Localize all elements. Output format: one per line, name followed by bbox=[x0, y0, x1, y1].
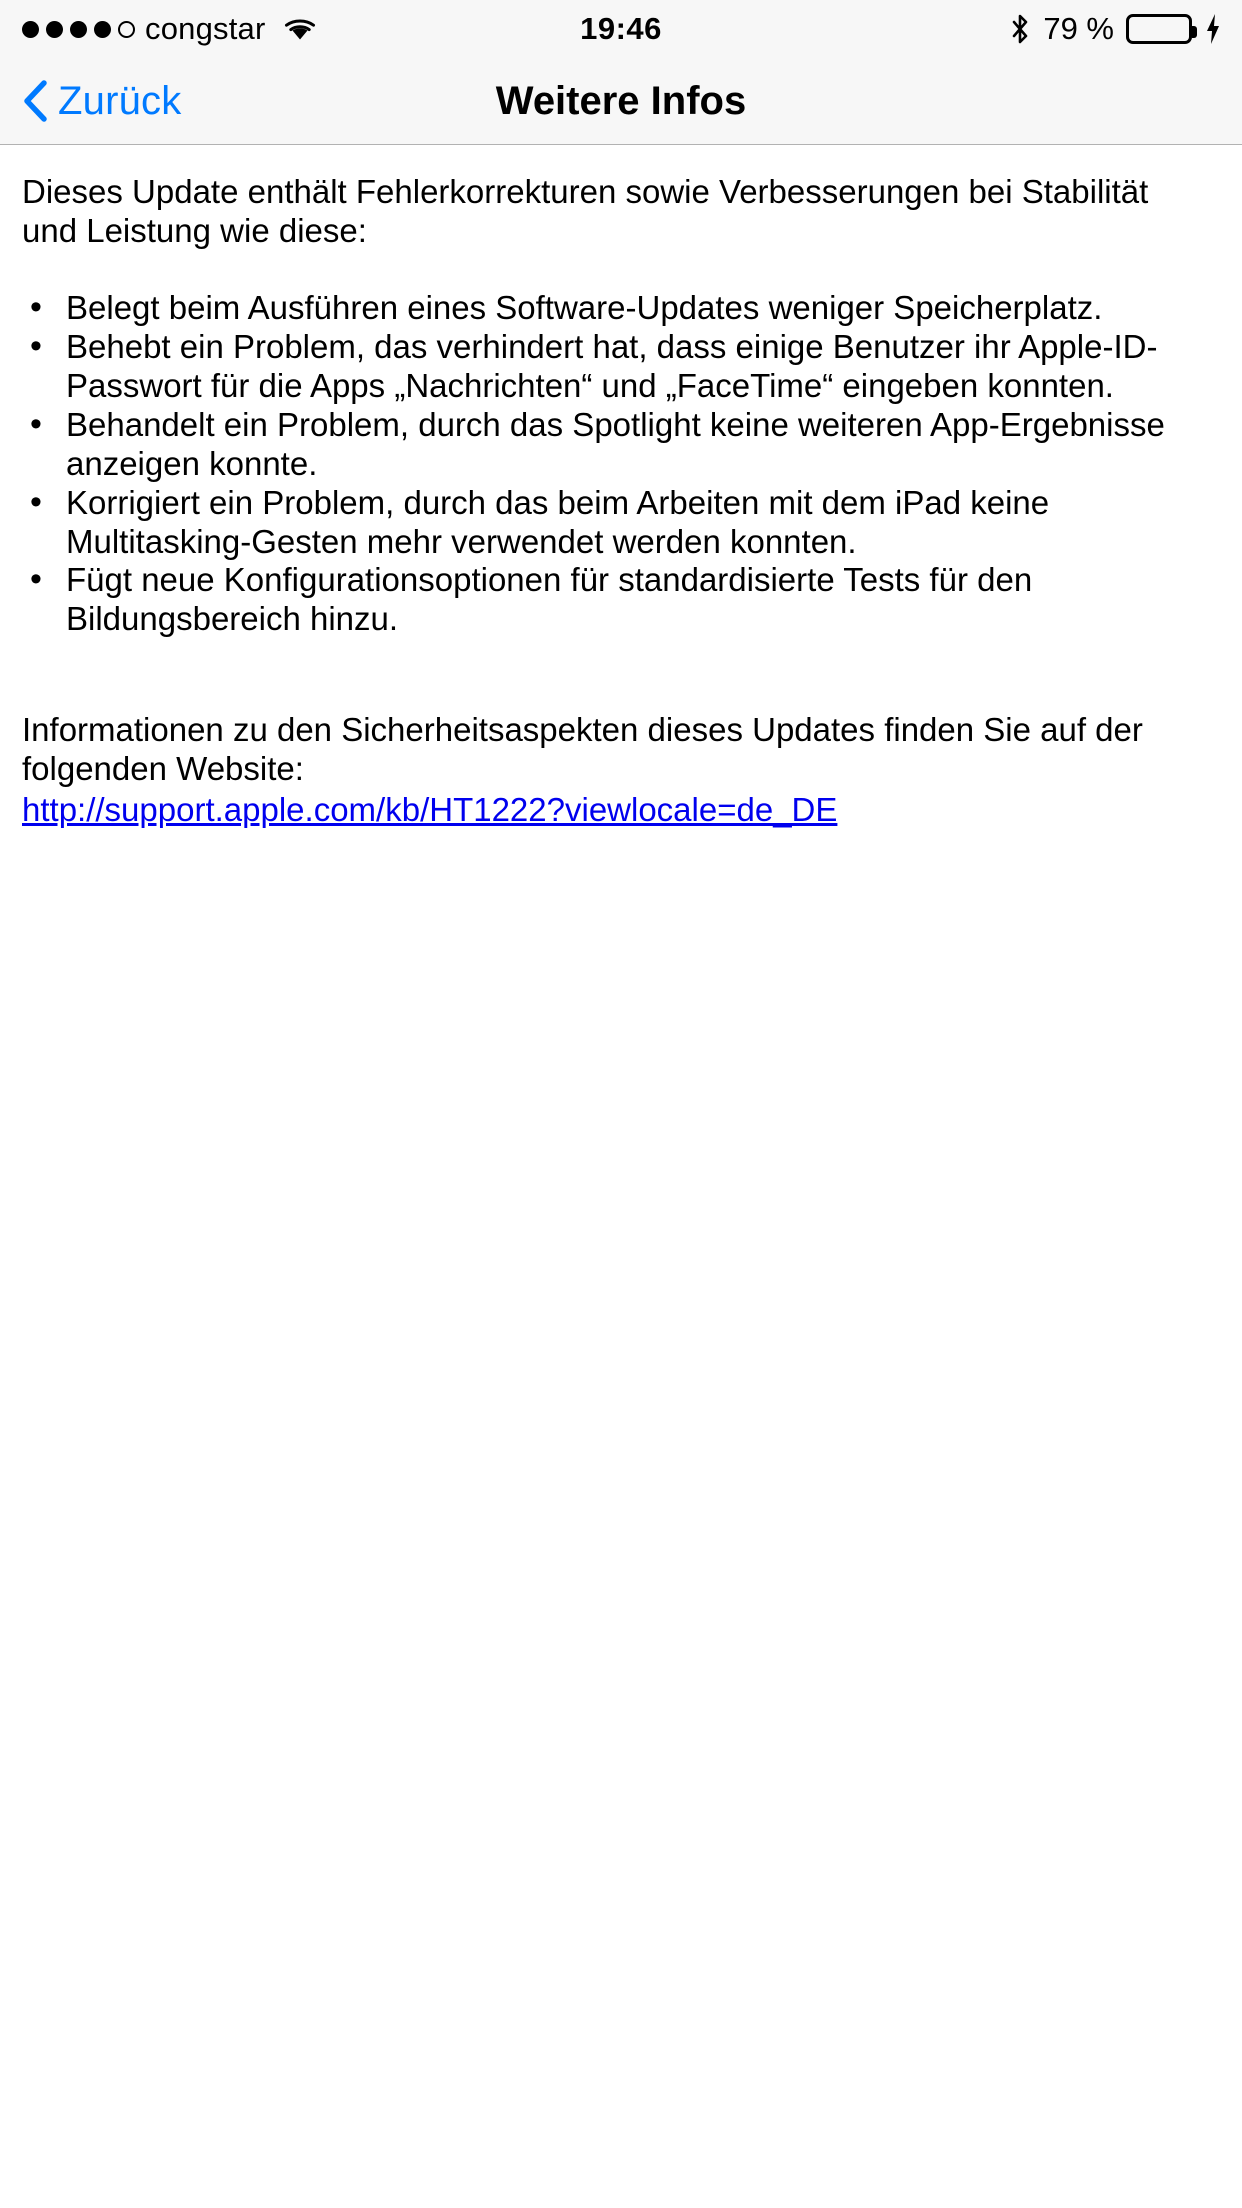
wifi-icon bbox=[282, 15, 318, 43]
signal-strength-icon bbox=[22, 21, 135, 38]
clock-label: 19:46 bbox=[580, 11, 662, 46]
changes-list bbox=[22, 289, 1220, 639]
status-bar-right bbox=[1009, 11, 1242, 47]
chevron-left-icon bbox=[22, 79, 48, 123]
battery-icon bbox=[1126, 14, 1192, 44]
list-item: • Fügt neue Konfigurationsoptionen für standardisierte Tests für den Bildungsbereich hinzu. bbox=[22, 561, 1220, 639]
list-item: • Korrigiert ein Problem, durch das beim Arbeiten mit dem iPad keine Multitasking-Gesten mehr verwendet werden konnten. bbox=[22, 484, 1220, 562]
spacer bbox=[22, 639, 1220, 711]
status-bar bbox=[0, 0, 1242, 58]
back-button[interactable] bbox=[0, 79, 181, 124]
navigation-bar bbox=[0, 58, 1242, 145]
intro-paragraph: Dieses Update enthält Fehlerkorrekturen sowie Verbesserungen bei Stabilität und Leistung wie diese: bbox=[22, 173, 1149, 249]
page-title: Weitere Infos bbox=[495, 78, 747, 123]
list-item: • Behandelt ein Problem, durch das Spotlight keine weiteren App-Ergebnisse anzeigen konnte. bbox=[22, 406, 1220, 484]
carrier-label: congstar bbox=[145, 11, 266, 46]
battery-percent-label: 79 % bbox=[1043, 11, 1114, 46]
security-info-link[interactable]: http://support.apple.com/kb/HT1222?viewlocale=de_DE bbox=[22, 791, 838, 829]
lightning-bolt-icon bbox=[1204, 13, 1222, 45]
release-notes-content bbox=[0, 145, 1242, 830]
list-item: • Belegt beim Ausführen eines Software-Updates weniger Speicherplatz. bbox=[22, 289, 1220, 328]
status-bar-left bbox=[0, 11, 318, 47]
spacer bbox=[22, 251, 1220, 289]
bluetooth-icon bbox=[1009, 13, 1031, 45]
back-button-label: Zurück bbox=[58, 78, 182, 123]
security-info-paragraph: Informationen zu den Sicherheitsaspekten dieses Updates finden Sie auf der folgenden Website: bbox=[22, 711, 1143, 788]
list-item: • Behebt ein Problem, das verhindert hat, dass einige Benutzer ihr Apple-ID-Passwort für die Apps „Nachrichten“ und „FaceTime“ eingeben konnten. bbox=[22, 328, 1220, 406]
